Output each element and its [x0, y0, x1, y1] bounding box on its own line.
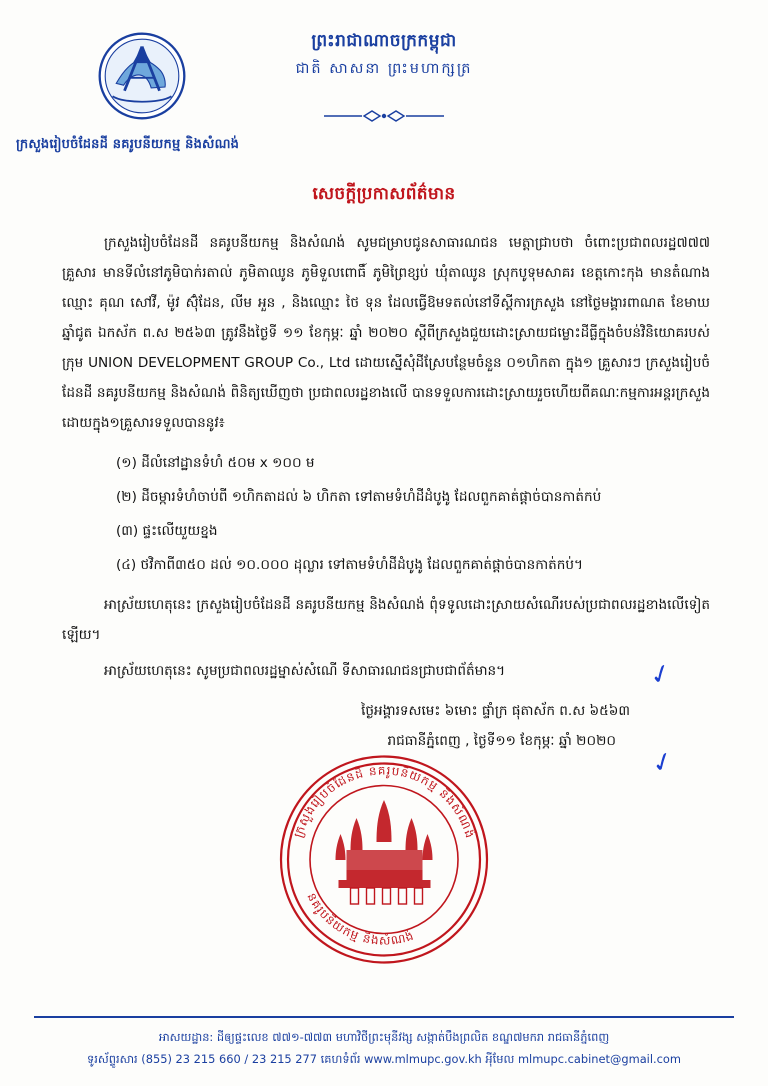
royal-titles	[0, 28, 768, 82]
national-motto: ជាតិ សាសនា ព្រះមហាក្សត្រ	[295, 61, 473, 77]
closing-paragraph: អាស្រ័យហេតុនេះ ក្រសួងរៀបចំដែនដី នគរូបនីយកម្ម និងសំណង់ ពុំទទូលដោះស្រាយសំណើរបស់ប្រជាពលរដ្ឋខាងលើទៀតឡើយ។	[62, 597, 710, 643]
closing-paragraph: អាស្រ័យហេតុនេះ សូមប្រជាពលរដ្ឋម្នាស់សំណើ ទីសាធារណជនជ្រាបជាព័ត៌មាន។	[104, 663, 506, 679]
body-paragraph: ក្រសួងរៀបចំដែនដី នគរូបនីយកម្ម និងសំណង់ សូមជម្រាបជូនសាធារណជន មេត្តាជ្រាបថា ចំពោះប្រជាពលរដ្ឋ៧៧៧ គ្រួសារ មានទីលំនៅភូមិបាក់រតាល់ ភូមិតាឈូន ភូមិទួលពោធិ៍ ភូមិព្រៃខ្សប់ ឃុំតាឈូន ស្រុកបូទុមសាគរ ខេត្តកោះកុង មានតំណាងឈ្មោះ គុណ សៅវី, ម៉ូវ ស៊ុំដែន, លីម អួន , និងឈ្មោះ ថៃ ទុន ដែលធ្វើឱមទតល់នៅទីស្តីការក្រសួង នៅថ្ងៃមង្គារពាណត ខែមាឃ ឆ្នាំជូត ឯកស័ក ព.ស ២៥៦៣ ត្រូវនឹងថ្ងៃទី ១១ ខែកុម្ភៈ ឆ្នាំ ២០២០ ស្តីពីក្រសួងជួយដោះស្រាយជម្លោះដីធ្លីក្នុងចំបន់វិនិយោគរបស់ក្រុម UNION DEVELOPMENT GROUP Co., Ltd ដោយស្នើសុំដីស្រែបន្ថែមចំនួន ០១ហិកតា ក្នុង១ គ្រួសារៗ ក្រសួងរៀបចំដែនដី នគរូបនីយកម្ម និងសំណង់ ពិនិត្យឃើញថា ប្រជាពលរដ្ឋខាងលើ បានទទួលការដោះស្រាយរួចហើយពីគណៈកម្មការអន្តរក្រសួង ដោយក្នុង១គ្រួសារទទួលបាននូវ៖	[62, 235, 710, 431]
footer-email-label: អុីមែល	[485, 1052, 515, 1066]
footer-contact	[0, 1048, 768, 1070]
document-footer	[0, 1016, 768, 1070]
page-title: សេចក្តីប្រកាសព័ត៌មាន	[312, 184, 456, 204]
svg-text:ក្រសួងរៀបចំដែនដី នគរូបនីយកម្ម: ក្រសួងរៀបចំដែនដី នគរូបនីយកម្ម និងសំណង់	[291, 763, 478, 841]
footer-divider	[34, 1016, 734, 1018]
list-item: (៣) ផ្ទះលើយួយខ្នង	[116, 523, 218, 539]
ministry-name: ក្រសួងរៀបចំដែនដី នគរូបនីយកម្ម និងសំណង់	[16, 137, 240, 152]
list-item: (៤) ថវិកាពី៣៥០ ដល់ ១០.០០០ ដុល្លារ ទៅតាមទំហំដីដំបូងូ ដែលពួកគាត់ផ្តាច់បានកាត់កប់។	[116, 557, 583, 573]
document-header	[0, 0, 768, 165]
list-item: (២) ដីចម្ការទំហំចាប់ពី ១ហិកតាដល់ ៦ ហិកតា ទៅតាមទំហំដីដំបូងូ ដែលពួកគាត់ផ្តាច់បានកាត់កប់	[116, 489, 602, 505]
kingdom-title: ព្រះរាជាណាចក្រកម្ពុជា	[311, 31, 457, 51]
official-seal	[277, 752, 492, 967]
footer-address: អាសយដ្ឋាន: ដីឲ្យផ្ទះលេខ ៧៧១-៧៧៣ មហាវិថីព្រះមុនីវង្ស សង្កាត់បឹងព្រលិត ខណ្ឌ៧មករា រាជធានីភ្នំពេញ	[158, 1030, 610, 1044]
email-link[interactable]: mlmupc.cabinet@gmail.com	[517, 1052, 681, 1066]
check-mark-icon: ✓	[645, 657, 677, 693]
footer-phone-text: ទូរស័ព្ទូរសារ (855) 23 215 660 / 23 215 277 គេហទំព័រ	[87, 1052, 361, 1066]
conditions-list	[62, 448, 710, 580]
website-link[interactable]: www.mlmupc.gov.kh	[364, 1052, 482, 1066]
signature-date-khmer: ថ្ងៃអង្គារទសមេះ ៦មោះ ផ្ទាំក្រ ផុតាស័ក ព.ស ៦៥៦៣	[361, 703, 630, 719]
divider-ornament-icon	[324, 108, 444, 122]
list-item: (១) ដីលំនៅដ្ឋានទំហំ ៥០ម x ១០០ ម	[116, 455, 315, 471]
check-mark-icon: ✓	[647, 745, 679, 781]
signature-place-date: រាជធានីភ្នំពេញ , ថ្ងៃទី១១ ខែកុម្ភៈ ឆ្នាំ ២០២០	[387, 733, 616, 749]
document-body	[62, 228, 710, 781]
svg-text:នគរូបនីយកម្ម និងសំណង់: នគរូបនីយកម្ម និងសំណង់	[304, 890, 417, 948]
